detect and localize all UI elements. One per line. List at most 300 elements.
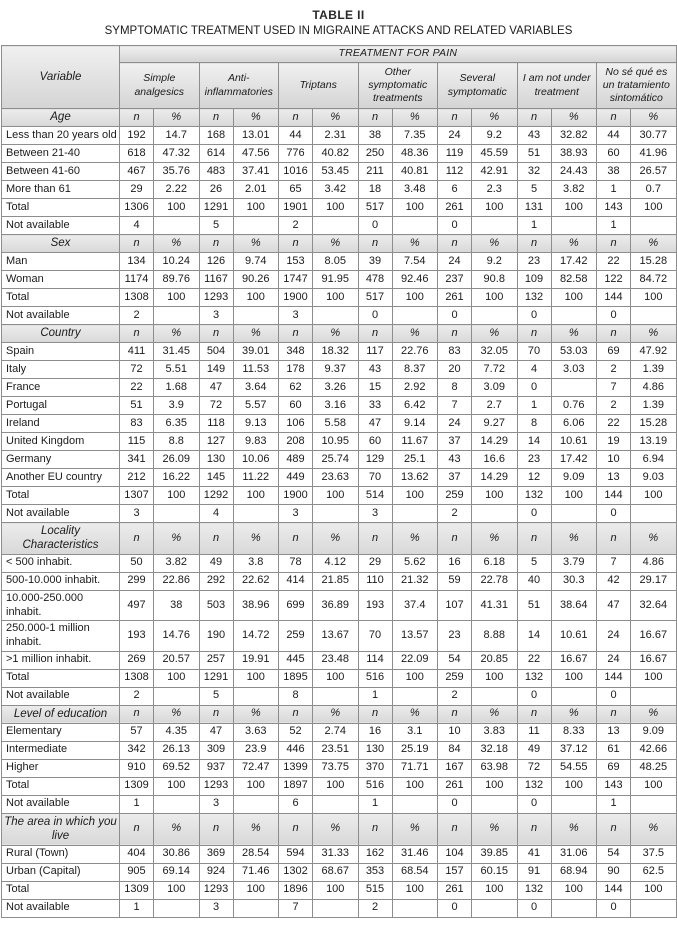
- n-value: 8: [517, 415, 551, 433]
- n-value: 127: [199, 433, 233, 451]
- percent-value: 6.94: [631, 451, 677, 469]
- subheader-percent: %: [631, 523, 677, 555]
- subheader-percent: %: [551, 523, 597, 555]
- n-value: 8: [438, 379, 472, 397]
- n-value: 250: [358, 145, 392, 163]
- percent-value: 28.54: [233, 845, 279, 863]
- n-value: 14: [517, 621, 551, 652]
- treatment-group-header: No sé qué es un tratamiento sintomático: [597, 63, 677, 109]
- percent-value: 100: [233, 669, 279, 687]
- subheader-n: n: [120, 523, 154, 555]
- data-row: [2, 289, 677, 307]
- percent-value: [313, 217, 359, 235]
- subheader-percent: %: [551, 109, 597, 127]
- percent-value: [154, 687, 200, 705]
- n-value: 7: [597, 379, 631, 397]
- n-value: 132: [517, 487, 551, 505]
- row-label: Total: [2, 487, 120, 505]
- n-value: 5: [199, 217, 233, 235]
- n-value: 614: [199, 145, 233, 163]
- n-value: 0: [597, 307, 631, 325]
- n-value: 257: [199, 651, 233, 669]
- percent-value: 4.86: [631, 379, 677, 397]
- percent-value: 54.55: [551, 759, 597, 777]
- n-value: 22: [517, 651, 551, 669]
- n-value: 2: [597, 361, 631, 379]
- subheader-n: n: [279, 325, 313, 343]
- data-row: [2, 621, 677, 652]
- treatment-group-header: Several symptomatic: [438, 63, 518, 109]
- span-header-row: [2, 46, 677, 63]
- section-name: Locality Characteristics: [2, 523, 120, 555]
- subheader-percent: %: [154, 109, 200, 127]
- percent-value: 15.28: [631, 253, 677, 271]
- percent-value: 100: [313, 199, 359, 217]
- subheader-percent: %: [154, 235, 200, 253]
- n-value: 54: [438, 651, 472, 669]
- subheader-percent: %: [392, 813, 438, 845]
- percent-value: 45.59: [472, 145, 518, 163]
- n-value: 144: [597, 881, 631, 899]
- n-value: 1900: [279, 487, 313, 505]
- percent-value: 3.64: [233, 379, 279, 397]
- n-value: 52: [279, 723, 313, 741]
- percent-value: 16.67: [631, 621, 677, 652]
- n-value: 16: [438, 554, 472, 572]
- percent-value: 8.33: [551, 723, 597, 741]
- percent-value: 41.96: [631, 145, 677, 163]
- data-row: [2, 590, 677, 621]
- n-value: 157: [438, 863, 472, 881]
- row-label: 250.000-1 million inhabit.: [2, 621, 120, 652]
- n-value: 49: [517, 741, 551, 759]
- row-label: Total: [2, 881, 120, 899]
- n-value: 22: [120, 379, 154, 397]
- n-value: 90: [597, 863, 631, 881]
- subheader-percent: %: [313, 109, 359, 127]
- percent-value: [392, 687, 438, 705]
- percent-value: 100: [233, 881, 279, 899]
- n-value: 504: [199, 343, 233, 361]
- percent-value: 100: [551, 487, 597, 505]
- subheader-n: n: [120, 235, 154, 253]
- subheader-n: n: [597, 235, 631, 253]
- section-header-row: [2, 109, 677, 127]
- table-head: [2, 46, 677, 109]
- percent-value: [551, 899, 597, 917]
- n-value: 1: [517, 397, 551, 415]
- subheader-n: n: [279, 235, 313, 253]
- percent-value: 8.88: [472, 621, 518, 652]
- n-value: 145: [199, 469, 233, 487]
- n-value: 594: [279, 845, 313, 863]
- n-value: 2: [438, 687, 472, 705]
- n-value: 1309: [120, 881, 154, 899]
- percent-value: 68.67: [313, 863, 359, 881]
- n-value: 211: [358, 163, 392, 181]
- n-value: 59: [438, 572, 472, 590]
- percent-value: 32.64: [631, 590, 677, 621]
- percent-value: [631, 307, 677, 325]
- percent-value: 3.79: [551, 554, 597, 572]
- n-value: 0: [597, 899, 631, 917]
- subheader-n: n: [279, 109, 313, 127]
- subheader-n: n: [358, 523, 392, 555]
- treatment-group-header: Simple analgesics: [120, 63, 200, 109]
- n-value: 1016: [279, 163, 313, 181]
- percent-value: 40.82: [313, 145, 359, 163]
- percent-value: 42.66: [631, 741, 677, 759]
- n-value: 0: [517, 687, 551, 705]
- data-row: [2, 881, 677, 899]
- n-value: 110: [358, 572, 392, 590]
- subheader-n: n: [438, 109, 472, 127]
- percent-value: 2.31: [313, 127, 359, 145]
- percent-value: 37.5: [631, 845, 677, 863]
- n-value: 1293: [199, 881, 233, 899]
- subheader-percent: %: [154, 705, 200, 723]
- n-value: 193: [120, 621, 154, 652]
- percent-value: 37.41: [233, 163, 279, 181]
- row-label: Total: [2, 669, 120, 687]
- n-value: 4: [199, 505, 233, 523]
- n-value: 65: [279, 181, 313, 199]
- n-value: 6: [279, 795, 313, 813]
- n-value: 24: [597, 651, 631, 669]
- subheader-n: n: [358, 235, 392, 253]
- percent-value: [154, 795, 200, 813]
- n-value: 84: [438, 741, 472, 759]
- percent-value: 4.12: [313, 554, 359, 572]
- subheader-percent: %: [154, 325, 200, 343]
- subheader-n: n: [120, 813, 154, 845]
- percent-value: 100: [233, 199, 279, 217]
- subheader-n: n: [120, 109, 154, 127]
- percent-value: [154, 307, 200, 325]
- percent-value: [233, 505, 279, 523]
- percent-value: 90.8: [472, 271, 518, 289]
- n-value: 292: [199, 572, 233, 590]
- subheader-percent: %: [631, 705, 677, 723]
- n-value: 26: [199, 181, 233, 199]
- n-value: 370: [358, 759, 392, 777]
- subheader-n: n: [597, 109, 631, 127]
- n-value: 162: [358, 845, 392, 863]
- percent-value: 100: [233, 289, 279, 307]
- n-value: 1293: [199, 289, 233, 307]
- percent-value: 25.19: [392, 741, 438, 759]
- n-value: 937: [199, 759, 233, 777]
- n-value: 190: [199, 621, 233, 652]
- subheader-n: n: [517, 109, 551, 127]
- percent-value: 10.24: [154, 253, 200, 271]
- percent-value: 100: [154, 669, 200, 687]
- n-value: 3: [199, 795, 233, 813]
- percent-value: 71.71: [392, 759, 438, 777]
- percent-value: [313, 505, 359, 523]
- data-row: [2, 145, 677, 163]
- percent-value: 10.61: [551, 621, 597, 652]
- n-value: 13: [597, 723, 631, 741]
- subheader-percent: %: [233, 325, 279, 343]
- subheader-percent: %: [551, 235, 597, 253]
- n-value: 23: [517, 451, 551, 469]
- percent-value: [154, 505, 200, 523]
- percent-value: 39.01: [233, 343, 279, 361]
- percent-value: [472, 505, 518, 523]
- n-value: 1309: [120, 777, 154, 795]
- percent-value: 35.76: [154, 163, 200, 181]
- percent-value: 100: [392, 881, 438, 899]
- subheader-n: n: [120, 705, 154, 723]
- n-value: 1: [597, 181, 631, 199]
- percent-value: 31.46: [392, 845, 438, 863]
- n-value: 91: [517, 863, 551, 881]
- data-row: [2, 759, 677, 777]
- percent-value: [392, 899, 438, 917]
- percent-value: 3.03: [551, 361, 597, 379]
- data-row: [2, 795, 677, 813]
- n-value: 0: [517, 899, 551, 917]
- percent-value: 100: [631, 777, 677, 795]
- subheader-n: n: [358, 325, 392, 343]
- percent-value: 3.26: [313, 379, 359, 397]
- subheader-percent: %: [631, 325, 677, 343]
- subheader-percent: %: [313, 523, 359, 555]
- percent-value: [472, 307, 518, 325]
- n-value: 1399: [279, 759, 313, 777]
- percent-value: 17.42: [551, 451, 597, 469]
- n-value: 517: [358, 289, 392, 307]
- row-label: Man: [2, 253, 120, 271]
- percent-value: 90.26: [233, 271, 279, 289]
- n-value: 445: [279, 651, 313, 669]
- row-label: >1 million inhabit.: [2, 651, 120, 669]
- percent-value: [551, 217, 597, 235]
- percent-value: 3.42: [313, 181, 359, 199]
- percent-value: 63.98: [472, 759, 518, 777]
- n-value: 42: [597, 572, 631, 590]
- n-value: 2: [279, 217, 313, 235]
- n-value: 1900: [279, 289, 313, 307]
- row-label: Not available: [2, 899, 120, 917]
- n-value: 905: [120, 863, 154, 881]
- percent-value: 24.43: [551, 163, 597, 181]
- percent-value: 60.15: [472, 863, 518, 881]
- row-label: Not available: [2, 795, 120, 813]
- data-row: [2, 181, 677, 199]
- percent-value: 31.06: [551, 845, 597, 863]
- n-value: 54: [597, 845, 631, 863]
- n-value: 38: [597, 163, 631, 181]
- n-value: 342: [120, 741, 154, 759]
- n-value: 47: [199, 379, 233, 397]
- percent-value: 3.48: [392, 181, 438, 199]
- n-value: 132: [517, 669, 551, 687]
- n-value: 0: [597, 687, 631, 705]
- percent-value: 100: [392, 777, 438, 795]
- treatment-for-pain-header: TREATMENT FOR PAIN: [120, 46, 677, 63]
- percent-value: 53.03: [551, 343, 597, 361]
- percent-value: 21.85: [313, 572, 359, 590]
- percent-value: [631, 899, 677, 917]
- n-value: 119: [438, 145, 472, 163]
- treatment-group-header: I am not under treatment: [517, 63, 597, 109]
- n-value: 8: [279, 687, 313, 705]
- n-value: 309: [199, 741, 233, 759]
- n-value: 44: [597, 127, 631, 145]
- percent-value: 100: [154, 199, 200, 217]
- n-value: 1174: [120, 271, 154, 289]
- n-value: 37: [438, 469, 472, 487]
- percent-value: 23.63: [313, 469, 359, 487]
- n-value: 446: [279, 741, 313, 759]
- row-label: < 500 inhabit.: [2, 554, 120, 572]
- percent-value: 100: [154, 487, 200, 505]
- percent-value: 15.28: [631, 415, 677, 433]
- percent-value: 30.77: [631, 127, 677, 145]
- percent-value: [233, 795, 279, 813]
- data-row: [2, 669, 677, 687]
- subheader-percent: %: [313, 235, 359, 253]
- n-value: 1: [120, 795, 154, 813]
- row-label: Not available: [2, 307, 120, 325]
- subheader-n: n: [517, 813, 551, 845]
- percent-value: 41.31: [472, 590, 518, 621]
- n-value: 70: [358, 469, 392, 487]
- n-value: 16: [358, 723, 392, 741]
- n-value: 1: [597, 795, 631, 813]
- subheader-percent: %: [233, 109, 279, 127]
- n-value: 192: [120, 127, 154, 145]
- n-value: 62: [279, 379, 313, 397]
- percent-value: 2.01: [233, 181, 279, 199]
- n-value: 0: [517, 379, 551, 397]
- n-value: 47: [199, 723, 233, 741]
- data-row: [2, 163, 677, 181]
- percent-value: [233, 217, 279, 235]
- n-value: 130: [358, 741, 392, 759]
- n-value: 83: [120, 415, 154, 433]
- n-value: 261: [438, 777, 472, 795]
- percent-value: 72.47: [233, 759, 279, 777]
- section-name: Country: [2, 325, 120, 343]
- percent-value: [551, 307, 597, 325]
- percent-value: 100: [631, 199, 677, 217]
- percent-value: 3.16: [313, 397, 359, 415]
- percent-value: 11.53: [233, 361, 279, 379]
- percent-value: 21.32: [392, 572, 438, 590]
- percent-value: 42.91: [472, 163, 518, 181]
- n-value: 57: [120, 723, 154, 741]
- subheader-percent: %: [392, 325, 438, 343]
- percent-value: [392, 505, 438, 523]
- n-value: 83: [438, 343, 472, 361]
- percent-value: 100: [472, 487, 518, 505]
- subheader-n: n: [517, 705, 551, 723]
- n-value: 51: [517, 145, 551, 163]
- n-value: 1895: [279, 669, 313, 687]
- percent-value: 69.52: [154, 759, 200, 777]
- n-value: 353: [358, 863, 392, 881]
- percent-value: 5.51: [154, 361, 200, 379]
- percent-value: 38.96: [233, 590, 279, 621]
- n-value: 12: [517, 469, 551, 487]
- n-value: 43: [438, 451, 472, 469]
- n-value: 24: [438, 415, 472, 433]
- percent-value: 9.2: [472, 127, 518, 145]
- n-value: 1293: [199, 777, 233, 795]
- n-value: 0: [517, 795, 551, 813]
- n-value: 60: [358, 433, 392, 451]
- n-value: 2: [597, 397, 631, 415]
- subheader-n: n: [279, 523, 313, 555]
- n-value: 1: [358, 795, 392, 813]
- percent-value: 71.46: [233, 863, 279, 881]
- n-value: 411: [120, 343, 154, 361]
- subheader-n: n: [199, 523, 233, 555]
- n-value: 5: [517, 554, 551, 572]
- percent-value: 25.74: [313, 451, 359, 469]
- treatment-group-header: Anti-inflammatories: [199, 63, 279, 109]
- percent-value: 100: [313, 669, 359, 687]
- subheader-percent: %: [313, 813, 359, 845]
- n-value: 924: [199, 863, 233, 881]
- percent-value: 8.37: [392, 361, 438, 379]
- table-body: [2, 109, 677, 918]
- n-value: 144: [597, 487, 631, 505]
- data-row: [2, 199, 677, 217]
- percent-value: [472, 687, 518, 705]
- percent-value: 4.35: [154, 723, 200, 741]
- percent-value: [313, 899, 359, 917]
- percent-value: 9.27: [472, 415, 518, 433]
- percent-value: 19.91: [233, 651, 279, 669]
- percent-value: [154, 217, 200, 235]
- percent-value: 29.17: [631, 572, 677, 590]
- percent-value: 6.18: [472, 554, 518, 572]
- percent-value: [392, 307, 438, 325]
- n-value: 60: [597, 145, 631, 163]
- data-row: [2, 651, 677, 669]
- percent-value: 5.58: [313, 415, 359, 433]
- n-value: 24: [438, 253, 472, 271]
- n-value: 369: [199, 845, 233, 863]
- n-value: 143: [597, 199, 631, 217]
- row-label: Italy: [2, 361, 120, 379]
- n-value: 41: [517, 845, 551, 863]
- row-label: Between 21-40: [2, 145, 120, 163]
- n-value: 1306: [120, 199, 154, 217]
- subheader-n: n: [517, 325, 551, 343]
- subheader-percent: %: [472, 235, 518, 253]
- variable-column-header: Variable: [2, 46, 120, 109]
- n-value: 489: [279, 451, 313, 469]
- percent-value: 100: [392, 199, 438, 217]
- n-value: 515: [358, 881, 392, 899]
- percent-value: 100: [631, 289, 677, 307]
- n-value: 269: [120, 651, 154, 669]
- row-label: 10.000-250.000 inhabit.: [2, 590, 120, 621]
- percent-value: [472, 899, 518, 917]
- percent-value: 20.57: [154, 651, 200, 669]
- table-number-title: TABLE II: [312, 8, 365, 22]
- data-row: [2, 572, 677, 590]
- data-row: [2, 307, 677, 325]
- percent-value: 0.76: [551, 397, 597, 415]
- n-value: 699: [279, 590, 313, 621]
- n-value: 29: [120, 181, 154, 199]
